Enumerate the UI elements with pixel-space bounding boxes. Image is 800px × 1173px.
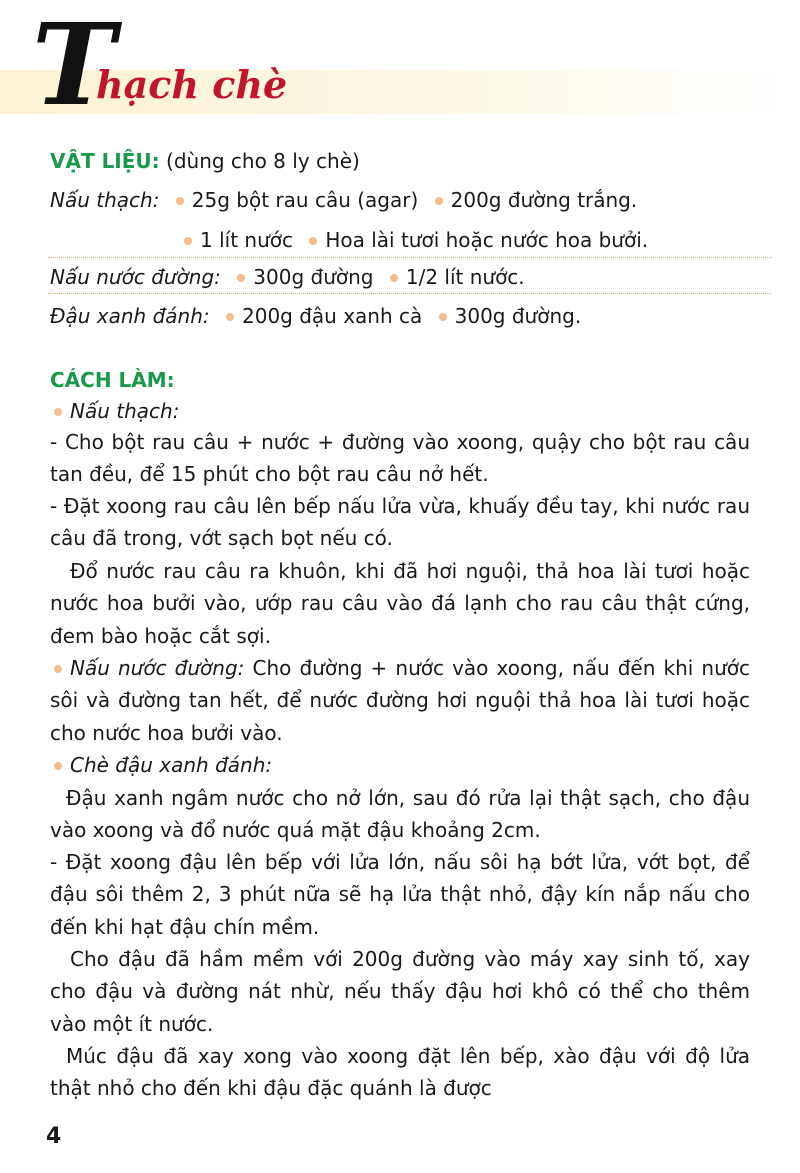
ingredient: Hoa lài tươi hoặc nước hoa bưởi.	[325, 228, 649, 252]
materials-note: (dùng cho 8 ly chè)	[166, 149, 360, 173]
step-title-row	[50, 751, 272, 779]
ingredient: 200g đường trắng.	[450, 188, 638, 212]
method-paragraph: - Cho bột rau câu + nước + đường vào xoong, quậy cho bột rau câu tan đều, để 15 phút cho bột rau câu nở hết.	[50, 430, 750, 487]
bullet-icon	[54, 762, 62, 770]
divider	[48, 257, 772, 258]
group-label-nuoc-duong: Nấu nước đường:	[50, 265, 221, 289]
group-label-thach: Nấu thạch:	[50, 188, 160, 212]
bullet-icon	[237, 274, 245, 282]
ingredient: 300g đường.	[454, 304, 582, 328]
bullet-icon	[54, 665, 62, 673]
ingredient: 200g đậu xanh cà	[242, 304, 423, 328]
step-body-nuoc-duong: Cho đường + nước vào xoong, nấu đến khi nước sôi và đường tan hết, để nước đường hơi nguội thả hoa lài tươi hoặc cho nước hoa bưởi vào.	[50, 656, 750, 745]
bullet-icon	[226, 313, 234, 321]
materials-heading: VẬT LIỆU:	[50, 149, 160, 173]
method-paragraph: Múc đậu đã xay xong vào xoong đặt lên bếp, xào đậu với độ lửa thật nhỏ cho đến khi đậu đặc quánh là được	[50, 1044, 750, 1101]
divider	[48, 293, 772, 294]
title-initial: T	[32, 0, 116, 131]
ingredient: 25g bột rau câu (agar)	[191, 188, 419, 212]
group-label-dau-xanh: Đậu xanh đánh:	[50, 304, 210, 328]
method-header	[50, 366, 175, 394]
bullet-icon	[390, 274, 398, 282]
bullet-icon	[184, 237, 192, 245]
bullet-icon	[435, 197, 443, 205]
method-paragraph: Đổ nước rau câu ra khuôn, khi đã hơi nguội, thả hoa lài tươi hoặc nước hoa bưởi vào, ướp rau câu vào đá lạnh cho rau câu thật cứng, đem bào hoặc cắt sợi.	[50, 559, 750, 648]
method-paragraph: Đậu xanh ngâm nước cho nở lớn, sau đó rửa lại thật sạch, cho đậu vào xoong và đổ nước quá mặt đậu khoảng 2cm.	[50, 786, 750, 843]
step-title-dau-xanh: Chè đậu xanh đánh:	[70, 753, 273, 777]
method-paragraph-nuoc-duong	[50, 652, 750, 749]
materials-header	[50, 147, 360, 175]
materials-row-thach-2	[180, 226, 648, 254]
bullet-icon	[54, 408, 62, 416]
method-heading: CÁCH LÀM:	[50, 368, 175, 392]
step-title-nuoc-duong: Nấu nước đường:	[70, 656, 245, 680]
page-title: hạch chè	[96, 62, 288, 107]
method-paragraph: Cho đậu đã hầm mềm với 200g đường vào máy xay sinh tố, xay cho đậu và đường nát nhừ, nếu thấy đậu hơi khô có thể cho thêm vào một ít nước.	[50, 947, 750, 1036]
materials-row-nuoc-duong	[50, 263, 525, 291]
materials-row-thach	[50, 186, 637, 214]
bullet-icon	[176, 197, 184, 205]
method-paragraph: - Đặt xoong rau câu lên bếp nấu lửa vừa, khuấy đều tay, khi nước rau câu đã trong, vớt sạch bọt nếu có.	[50, 494, 750, 551]
ingredient: 300g đường	[253, 265, 374, 289]
ingredient: 1 lít nước	[200, 228, 293, 252]
page-number: 4	[46, 1124, 62, 1149]
materials-row-dau-xanh	[50, 302, 581, 330]
step-title-row	[50, 397, 179, 425]
bullet-icon	[309, 237, 317, 245]
method-paragraph: - Đặt xoong đậu lên bếp với lửa lớn, nấu sôi hạ bớt lửa, vớt bọt, để đậu sôi thêm 2, 3 phút nữa sẽ hạ lửa thật nhỏ, đậy kín nắp nấu cho đến khi hạt đậu chín mềm.	[50, 850, 750, 939]
bullet-icon	[439, 313, 447, 321]
ingredient: 1/2 lít nước.	[405, 265, 525, 289]
step-title-thach: Nấu thạch:	[70, 399, 180, 423]
